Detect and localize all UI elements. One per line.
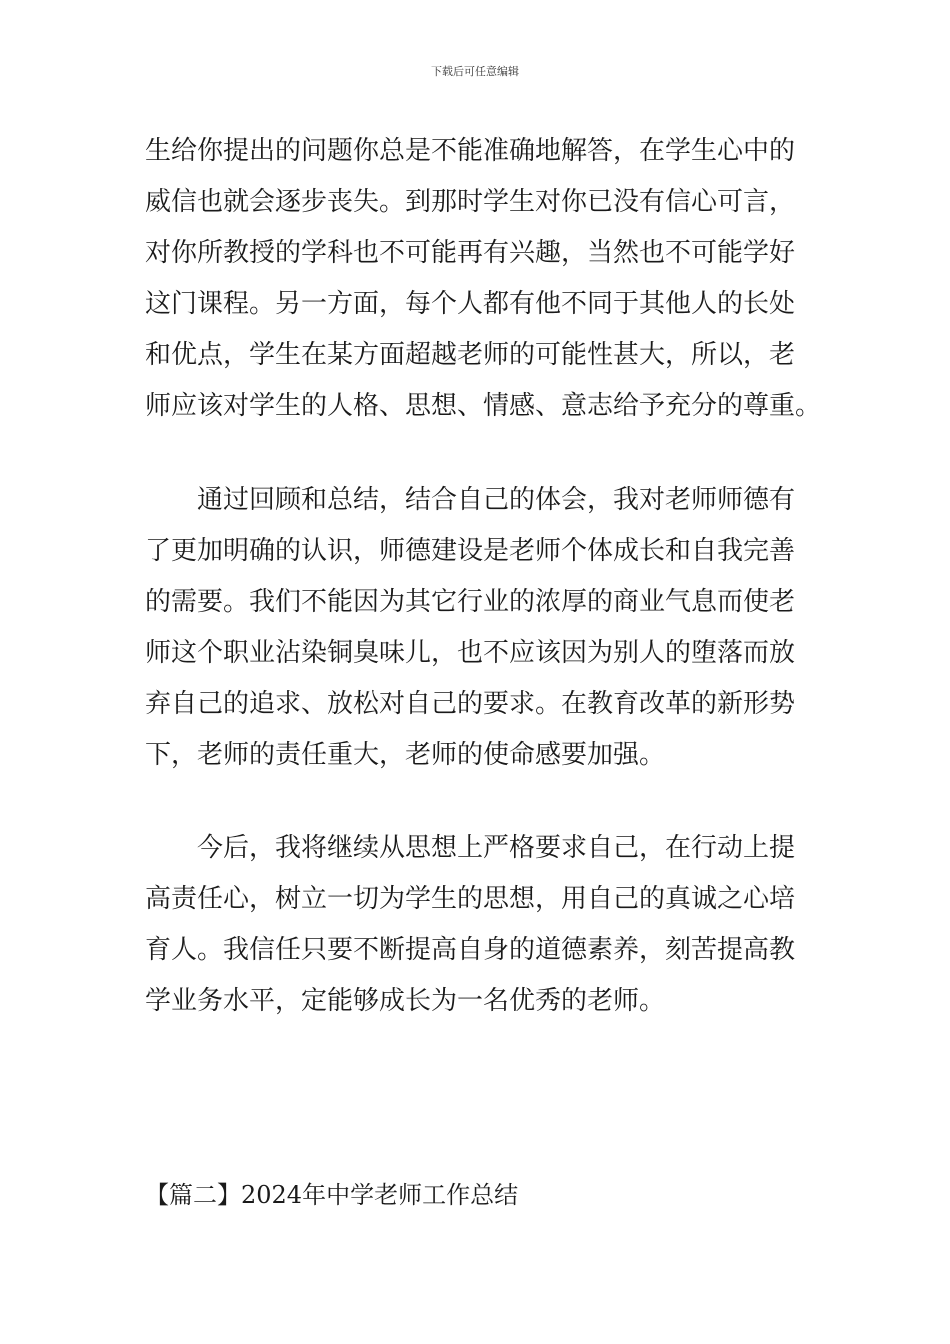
paragraph-3 bbox=[145, 823, 810, 1027]
paragraph-line: 了更加明确的认识，师德建设是老师个体成长和自我完善 bbox=[145, 536, 796, 566]
paragraph-2 bbox=[145, 475, 810, 781]
paragraph-line: 师应该对学生的人格、思想、情感、意志给予充分的尊重。 bbox=[145, 391, 822, 421]
paragraph-line: 育人。我信任只要不断提高自身的道德素养，刻苦提高教 bbox=[145, 935, 796, 965]
paragraph-line: 弃自己的追求、放松对自己的要求。在教育改革的新形势 bbox=[145, 689, 796, 719]
paragraph-line: 师这个职业沾染铜臭味儿，也不应该因为别人的堕落而放 bbox=[145, 638, 796, 668]
paragraph-line: 威信也就会逐步丧失。到那时学生对你已没有信心可言， bbox=[145, 187, 796, 217]
page-header: 下载后可任意编辑 bbox=[431, 65, 519, 78]
paragraph-line: 下，老师的责任重大，老师的使命感要加强。 bbox=[145, 740, 666, 770]
paragraph-line: 高责任心，树立一切为学生的思想，用自己的真诚之心培 bbox=[145, 884, 796, 914]
paragraph-line: 的需要。我们不能因为其它行业的浓厚的商业气息而使老 bbox=[145, 587, 796, 617]
paragraph-line: 和优点，学生在某方面超越老师的可能性甚大，所以，老 bbox=[145, 340, 796, 370]
paragraph-line: 这门课程。另一方面，每个人都有他不同于其他人的长处 bbox=[145, 289, 796, 319]
paragraph-line: 生给你提出的问题你总是不能准确地解答，在学生心中的 bbox=[145, 136, 796, 166]
paragraph-first-line: 通过回顾和总结，结合自己的体会，我对老师师德有 bbox=[197, 485, 796, 515]
section-title: 【篇二】2024年中学老师工作总结 bbox=[145, 1181, 519, 1209]
paragraph-first-line: 今后，我将继续从思想上严格要求自己，在行动上提 bbox=[197, 833, 796, 863]
paragraph-line: 对你所教授的学科也不可能再有兴趣，当然也不可能学好 bbox=[145, 238, 796, 268]
paragraph-1 bbox=[145, 126, 822, 432]
paragraph-line: 学业务水平，定能够成长为一名优秀的老师。 bbox=[145, 986, 666, 1016]
